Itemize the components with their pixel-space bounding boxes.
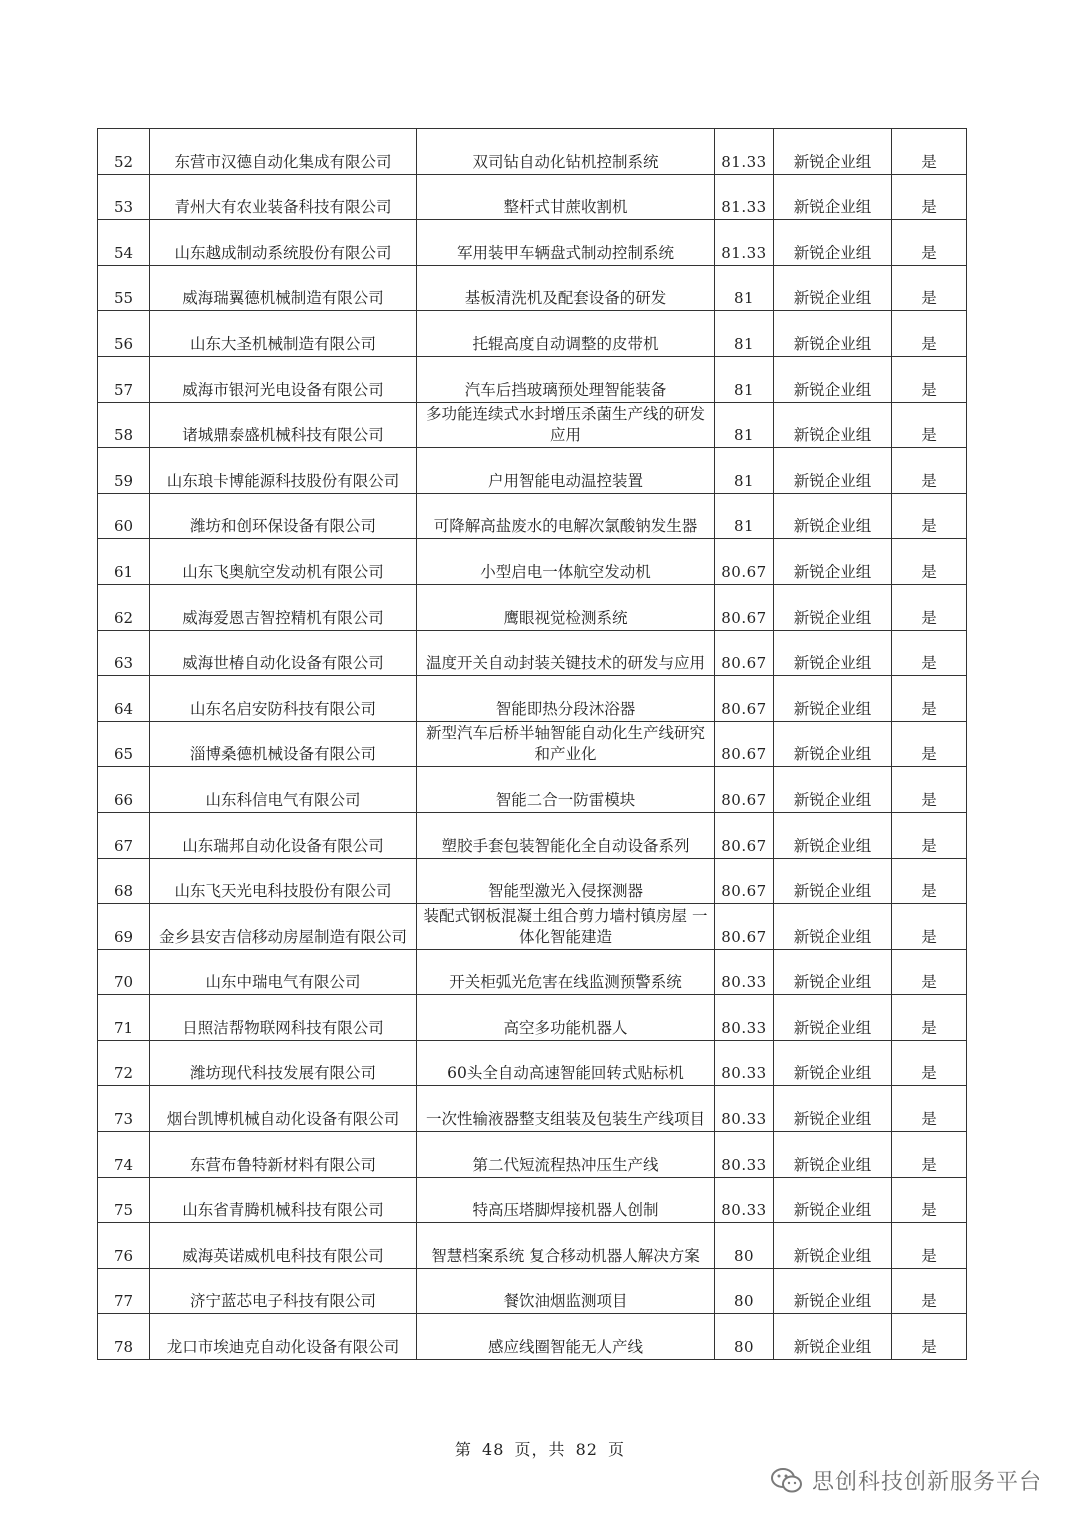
cell-result: 是: [892, 995, 967, 1041]
cell-group-name: 新锐企业组: [774, 630, 892, 676]
cell-company-name: 潍坊和创环保设备有限公司: [150, 493, 417, 539]
cell-row-number: 56: [98, 311, 150, 357]
cell-project-name: 智能型激光入侵探测器: [417, 858, 715, 904]
cell-project-name: 整杆式甘蔗收割机: [417, 174, 715, 220]
cell-project-name: 智能即热分段沐浴器: [417, 676, 715, 722]
table-row: [98, 265, 967, 311]
cell-group-name: 新锐企业组: [774, 1086, 892, 1132]
cell-score: 80.67: [715, 858, 774, 904]
cell-result: 是: [892, 311, 967, 357]
cell-score: 80.67: [715, 676, 774, 722]
cell-row-number: 63: [98, 630, 150, 676]
cell-company-name: 烟台凯博机械自动化设备有限公司: [150, 1086, 417, 1132]
table-row: [98, 1314, 967, 1360]
table-row: [98, 995, 967, 1041]
cell-project-name: 温度开关自动封装关键技术的研发与应用: [417, 630, 715, 676]
cell-company-name: 山东琅卡博能源科技股份有限公司: [150, 448, 417, 494]
cell-result: 是: [892, 949, 967, 995]
table-row: [98, 356, 967, 402]
cell-company-name: 青州大有农业装备科技有限公司: [150, 174, 417, 220]
cell-group-name: 新锐企业组: [774, 539, 892, 585]
cell-group-name: 新锐企业组: [774, 129, 892, 175]
cell-project-name: 多功能连续式水封增压杀菌生产线的研发应用: [417, 402, 715, 448]
cell-project-name: 托辊高度自动调整的皮带机: [417, 311, 715, 357]
table-row: [98, 1223, 967, 1269]
table-row: [98, 812, 967, 858]
cell-row-number: 72: [98, 1040, 150, 1086]
table-row: [98, 1086, 967, 1132]
cell-result: 是: [892, 1268, 967, 1314]
cell-group-name: 新锐企业组: [774, 995, 892, 1041]
cell-company-name: 威海英诺威机电科技有限公司: [150, 1223, 417, 1269]
cell-company-name: 山东越成制动系统股份有限公司: [150, 220, 417, 266]
cell-project-name: 60头全自动高速智能回转式贴标机: [417, 1040, 715, 1086]
cell-group-name: 新锐企业组: [774, 265, 892, 311]
cell-company-name: 诸城鼎泰盛机械科技有限公司: [150, 402, 417, 448]
table-row: [98, 676, 967, 722]
cell-company-name: 山东瑞邦自动化设备有限公司: [150, 812, 417, 858]
cell-project-name: 装配式钢板混凝土组合剪力墙村镇房屋 一体化智能建造: [417, 904, 715, 950]
cell-row-number: 61: [98, 539, 150, 585]
cell-score: 81.33: [715, 174, 774, 220]
cell-group-name: 新锐企业组: [774, 949, 892, 995]
cell-company-name: 山东名启安防科技有限公司: [150, 676, 417, 722]
table-row: [98, 904, 967, 950]
cell-group-name: 新锐企业组: [774, 1314, 892, 1360]
cell-result: 是: [892, 265, 967, 311]
table-row: [98, 630, 967, 676]
cell-score: 80: [715, 1314, 774, 1360]
cell-group-name: 新锐企业组: [774, 220, 892, 266]
cell-row-number: 78: [98, 1314, 150, 1360]
cell-company-name: 东营市汉德自动化集成有限公司: [150, 129, 417, 175]
cell-row-number: 74: [98, 1132, 150, 1178]
results-table: [97, 128, 967, 1360]
cell-group-name: 新锐企业组: [774, 858, 892, 904]
table-row: [98, 1040, 967, 1086]
cell-project-name: 特高压塔脚焊接机器人创制: [417, 1177, 715, 1223]
cell-group-name: 新锐企业组: [774, 493, 892, 539]
footer-suffix: 页: [608, 1440, 626, 1459]
cell-score: 80.33: [715, 1086, 774, 1132]
cell-score: 80.67: [715, 584, 774, 630]
cell-result: 是: [892, 812, 967, 858]
cell-score: 80.67: [715, 812, 774, 858]
table-row: [98, 721, 967, 767]
table-row: [98, 949, 967, 995]
cell-row-number: 64: [98, 676, 150, 722]
cell-result: 是: [892, 493, 967, 539]
cell-company-name: 威海瑞翼德机械制造有限公司: [150, 265, 417, 311]
cell-row-number: 53: [98, 174, 150, 220]
cell-score: 81: [715, 311, 774, 357]
cell-company-name: 山东中瑞电气有限公司: [150, 949, 417, 995]
cell-project-name: 塑胶手套包装智能化全自动设备系列: [417, 812, 715, 858]
cell-project-name: 高空多功能机器人: [417, 995, 715, 1041]
cell-score: 81.33: [715, 220, 774, 266]
cell-project-name: 军用装甲车辆盘式制动控制系统: [417, 220, 715, 266]
cell-company-name: 龙口市埃迪克自动化设备有限公司: [150, 1314, 417, 1360]
cell-group-name: 新锐企业组: [774, 174, 892, 220]
table-row: [98, 311, 967, 357]
cell-project-name: 第二代短流程热冲压生产线: [417, 1132, 715, 1178]
wechat-icon: [770, 1467, 804, 1495]
cell-group-name: 新锐企业组: [774, 584, 892, 630]
cell-result: 是: [892, 1223, 967, 1269]
cell-result: 是: [892, 584, 967, 630]
cell-score: 80.33: [715, 1040, 774, 1086]
cell-result: 是: [892, 676, 967, 722]
cell-result: 是: [892, 1132, 967, 1178]
cell-row-number: 71: [98, 995, 150, 1041]
cell-group-name: 新锐企业组: [774, 1040, 892, 1086]
cell-company-name: 山东科信电气有限公司: [150, 767, 417, 813]
cell-group-name: 新锐企业组: [774, 1177, 892, 1223]
cell-row-number: 62: [98, 584, 150, 630]
cell-row-number: 57: [98, 356, 150, 402]
cell-row-number: 77: [98, 1268, 150, 1314]
cell-company-name: 日照洁帮物联网科技有限公司: [150, 995, 417, 1041]
watermark-text: 思创科技创新服务平台: [811, 1470, 1042, 1495]
cell-score: 80.33: [715, 1132, 774, 1178]
cell-project-name: 户用智能电动温控装置: [417, 448, 715, 494]
cell-company-name: 山东飞奥航空发动机有限公司: [150, 539, 417, 585]
table-row: [98, 1268, 967, 1314]
cell-group-name: 新锐企业组: [774, 402, 892, 448]
results-table-body: [98, 129, 967, 1360]
footer-total-pages: 82: [575, 1440, 598, 1459]
cell-score: 80.67: [715, 721, 774, 767]
cell-project-name: 智慧档案系统 复合移动机器人解决方案: [417, 1223, 715, 1269]
cell-project-name: 开关柜弧光危害在线监测预警系统: [417, 949, 715, 995]
cell-row-number: 68: [98, 858, 150, 904]
cell-project-name: 小型启电一体航空发动机: [417, 539, 715, 585]
table-row: [98, 584, 967, 630]
cell-result: 是: [892, 402, 967, 448]
cell-score: 80.67: [715, 539, 774, 585]
table-row: [98, 448, 967, 494]
cell-project-name: 智能二合一防雷模块: [417, 767, 715, 813]
cell-project-name: 基板清洗机及配套设备的研发: [417, 265, 715, 311]
cell-row-number: 54: [98, 220, 150, 266]
cell-result: 是: [892, 174, 967, 220]
cell-result: 是: [892, 220, 967, 266]
cell-score: 81.33: [715, 129, 774, 175]
cell-row-number: 60: [98, 493, 150, 539]
cell-group-name: 新锐企业组: [774, 1132, 892, 1178]
cell-score: 80.33: [715, 1177, 774, 1223]
cell-score: 80.33: [715, 949, 774, 995]
table-row: [98, 220, 967, 266]
cell-row-number: 75: [98, 1177, 150, 1223]
cell-result: 是: [892, 904, 967, 950]
cell-score: 80.67: [715, 630, 774, 676]
cell-company-name: 威海世椿自动化设备有限公司: [150, 630, 417, 676]
cell-group-name: 新锐企业组: [774, 904, 892, 950]
cell-row-number: 65: [98, 721, 150, 767]
cell-company-name: 山东飞天光电科技股份有限公司: [150, 858, 417, 904]
cell-result: 是: [892, 129, 967, 175]
cell-score: 80.67: [715, 904, 774, 950]
cell-score: 81: [715, 265, 774, 311]
table-row: [98, 1177, 967, 1223]
cell-row-number: 76: [98, 1223, 150, 1269]
footer-page-number: 48: [482, 1440, 505, 1459]
cell-result: 是: [892, 539, 967, 585]
footer-middle: 页，共: [514, 1440, 566, 1459]
cell-row-number: 52: [98, 129, 150, 175]
cell-result: 是: [892, 630, 967, 676]
cell-project-name: 鹰眼视觉检测系统: [417, 584, 715, 630]
cell-project-name: 感应线圈智能无人产线: [417, 1314, 715, 1360]
cell-company-name: 济宁蓝芯电子科技有限公司: [150, 1268, 417, 1314]
cell-company-name: 山东大圣机械制造有限公司: [150, 311, 417, 357]
cell-row-number: 69: [98, 904, 150, 950]
cell-row-number: 66: [98, 767, 150, 813]
cell-row-number: 58: [98, 402, 150, 448]
cell-group-name: 新锐企业组: [774, 1268, 892, 1314]
cell-result: 是: [892, 1040, 967, 1086]
watermark: [770, 1465, 1042, 1496]
cell-score: 80: [715, 1268, 774, 1314]
cell-group-name: 新锐企业组: [774, 812, 892, 858]
cell-company-name: 潍坊现代科技发展有限公司: [150, 1040, 417, 1086]
cell-score: 81: [715, 493, 774, 539]
cell-result: 是: [892, 448, 967, 494]
table-row: [98, 402, 967, 448]
cell-company-name: 淄博桑德机械设备有限公司: [150, 721, 417, 767]
cell-project-name: 餐饮油烟监测项目: [417, 1268, 715, 1314]
cell-group-name: 新锐企业组: [774, 448, 892, 494]
cell-row-number: 73: [98, 1086, 150, 1132]
cell-result: 是: [892, 1086, 967, 1132]
cell-row-number: 59: [98, 448, 150, 494]
table-row: [98, 493, 967, 539]
page-footer: [0, 1437, 1080, 1460]
table-row: [98, 174, 967, 220]
cell-group-name: 新锐企业组: [774, 721, 892, 767]
cell-score: 81: [715, 356, 774, 402]
cell-result: 是: [892, 356, 967, 402]
cell-project-name: 汽车后挡玻璃预处理智能装备: [417, 356, 715, 402]
table-row: [98, 129, 967, 175]
table-row: [98, 539, 967, 585]
cell-result: 是: [892, 858, 967, 904]
cell-score: 81: [715, 402, 774, 448]
cell-row-number: 67: [98, 812, 150, 858]
cell-company-name: 金乡县安吉信移动房屋制造有限公司: [150, 904, 417, 950]
cell-row-number: 55: [98, 265, 150, 311]
table-row: [98, 1132, 967, 1178]
cell-company-name: 山东省青腾机械科技有限公司: [150, 1177, 417, 1223]
cell-group-name: 新锐企业组: [774, 311, 892, 357]
cell-result: 是: [892, 1177, 967, 1223]
cell-project-name: 可降解高盐废水的电解次氯酸钠发生器: [417, 493, 715, 539]
cell-project-name: 一次性输液器整支组装及包装生产线项目: [417, 1086, 715, 1132]
cell-group-name: 新锐企业组: [774, 356, 892, 402]
cell-group-name: 新锐企业组: [774, 1223, 892, 1269]
cell-company-name: 东营布鲁特新材料有限公司: [150, 1132, 417, 1178]
cell-score: 81: [715, 448, 774, 494]
cell-result: 是: [892, 1314, 967, 1360]
cell-project-name: 新型汽车后桥半轴智能自动化生产线研究和产业化: [417, 721, 715, 767]
cell-company-name: 威海市银河光电设备有限公司: [150, 356, 417, 402]
cell-group-name: 新锐企业组: [774, 676, 892, 722]
cell-group-name: 新锐企业组: [774, 767, 892, 813]
table-row: [98, 767, 967, 813]
cell-row-number: 70: [98, 949, 150, 995]
cell-score: 80.33: [715, 995, 774, 1041]
table-row: [98, 858, 967, 904]
cell-score: 80.67: [715, 767, 774, 813]
footer-prefix: 第: [454, 1440, 472, 1459]
cell-project-name: 双司钻自动化钻机控制系统: [417, 129, 715, 175]
cell-result: 是: [892, 767, 967, 813]
cell-score: 80: [715, 1223, 774, 1269]
cell-company-name: 威海爱恩吉智控精机有限公司: [150, 584, 417, 630]
cell-result: 是: [892, 721, 967, 767]
